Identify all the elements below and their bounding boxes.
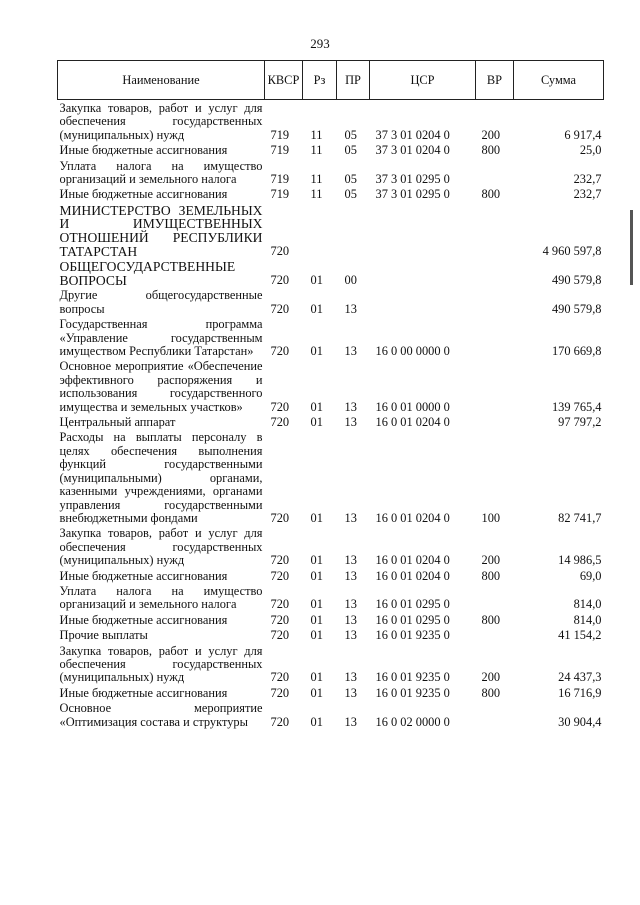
cell-vr: 200 [481,127,501,142]
cell-sum: 41 154,2 [558,628,602,643]
cell-sum: 814,0 [573,612,602,627]
cell-vr: 800 [481,143,501,158]
budget-table-container [57,60,603,729]
cell-csr: 16 0 01 9235 0 [375,628,450,643]
cell-vr: 200 [481,553,501,568]
cell-name: Закупка товаров, работ и услуг для обеспечения государственных (муниципальных) нужд [59,101,263,142]
cell-pr: 13 [344,399,357,414]
table-row [58,568,604,583]
scan-edge-mark [630,210,633,285]
cell-kvsr: 719 [270,187,290,202]
cell-kvsr: 720 [270,568,290,583]
cell-sum: 82 741,7 [558,510,602,525]
cell-name: Основное мероприятие «Обеспечение эффективного распоряжения и использования государственного имущества и земельных участков» [59,359,263,414]
cell-csr: 37 3 01 0295 0 [375,172,450,187]
cell-vr [476,700,514,729]
header-vr: ВР [476,61,514,100]
header-rz: Рз [303,61,337,100]
cell-rz: 01 [310,301,323,316]
cell-csr: 16 0 01 0295 0 [375,597,450,612]
cell-sum: 25,0 [579,143,602,158]
cell-sum: 490 579,8 [551,301,602,316]
table-row [58,700,604,729]
table-row [58,685,604,700]
cell-kvsr: 720 [270,399,290,414]
cell-kvsr: 720 [270,612,290,627]
cell-vr: 200 [481,670,501,685]
cell-sum: 139 765,4 [551,399,602,414]
cell-pr: 13 [344,714,357,729]
cell-pr: 05 [344,172,357,187]
cell-name: Иные бюджетные ассигнования [59,568,228,583]
cell-csr: 16 0 01 0204 0 [375,568,450,583]
cell-sum: 24 437,3 [558,670,602,685]
cell-pr: 05 [344,127,357,142]
cell-vr [476,258,514,287]
cell-pr: 13 [344,568,357,583]
table-row [58,142,604,157]
header-csr: ЦСР [370,61,476,100]
cell-vr: 100 [481,510,501,525]
cell-pr: 05 [344,187,357,202]
cell-vr [476,287,514,316]
table-row [58,583,604,612]
cell-vr [476,202,514,258]
cell-name: Закупка товаров, работ и услуг для обеспечения государственных (муниципальных) нужд [59,526,263,568]
cell-pr: 13 [344,415,357,430]
cell-pr: 00 [344,273,357,287]
cell-kvsr: 720 [270,670,290,685]
budget-table [57,60,604,729]
cell-rz: 01 [310,685,323,700]
cell-pr: 13 [344,553,357,568]
cell-sum: 6 917,4 [564,127,602,142]
cell-rz: 11 [310,187,323,202]
cell-rz: 01 [310,670,323,685]
cell-pr: 13 [344,612,357,627]
cell-sum: 232,7 [573,172,602,187]
cell-name: Иные бюджетные ассигнования [59,685,228,700]
header-sum: Сумма [514,61,604,100]
cell-name: Центральный аппарат [59,415,176,430]
cell-vr [476,158,514,187]
table-row [58,158,604,187]
table-row [58,258,604,287]
cell-name: Иные бюджетные ассигнования [59,143,228,158]
cell-kvsr: 720 [270,415,290,430]
table-row [58,429,604,525]
cell-kvsr: 720 [270,243,290,258]
header-name: Наименование [58,61,265,100]
cell-kvsr: 720 [270,628,290,643]
cell-csr: 16 0 01 0000 0 [375,399,450,414]
table-row [58,414,604,429]
cell-rz [303,202,337,258]
cell-rz: 11 [310,143,323,158]
cell-sum: 16 716,9 [558,685,602,700]
cell-csr: 16 0 01 9235 0 [375,685,450,700]
cell-vr [476,627,514,642]
cell-name: Государственная программа «Управление государственным имуществом Республики Татарстан» [59,317,263,359]
cell-sum: 232,7 [573,187,602,202]
cell-sum: 490 579,8 [551,273,602,287]
header-pr: ПР [337,61,370,100]
cell-rz: 01 [310,628,323,643]
cell-csr: 16 0 01 0204 0 [375,553,450,568]
cell-rz: 01 [310,344,323,359]
cell-kvsr: 720 [270,344,290,359]
cell-name: Прочие выплаты [59,628,148,643]
cell-name: Расходы на выплаты персоналу в целях обеспечения выполнения функций государственными (муниципальными) органами, казенными учреждениями, органами управления государственными внебюджетными фондами [59,430,263,525]
cell-csr: 16 0 00 0000 0 [375,344,450,359]
cell-csr: 16 0 02 0000 0 [375,714,450,729]
cell-pr: 13 [344,301,357,316]
cell-rz: 01 [310,597,323,612]
cell-kvsr: 720 [270,301,290,316]
cell-kvsr: 720 [270,273,290,287]
cell-rz: 01 [310,612,323,627]
cell-kvsr: 720 [270,553,290,568]
table-row [58,358,604,414]
cell-name: Другие общегосударственные вопросы [59,288,263,316]
cell-csr: 37 3 01 0204 0 [375,127,450,142]
table-header [58,61,604,100]
cell-csr [370,287,476,316]
table-row [58,316,604,358]
cell-csr: 16 0 01 0204 0 [375,510,450,525]
cell-name: Уплата налога на имущество организаций и земельного налога [59,583,263,612]
cell-rz: 01 [310,415,323,430]
cell-kvsr: 719 [270,172,290,187]
header-kvsr: КВСР [265,61,303,100]
table-row [58,186,604,201]
cell-vr: 800 [481,187,501,202]
table-row [58,525,604,567]
cell-vr [476,583,514,612]
cell-sum: 97 797,2 [558,415,602,430]
cell-rz: 01 [310,510,323,525]
table-body [58,100,604,730]
cell-pr: 13 [344,628,357,643]
cell-csr: 37 3 01 0295 0 [375,187,450,202]
cell-vr: 800 [481,612,501,627]
cell-pr: 13 [344,685,357,700]
table-row [58,627,604,642]
cell-vr [476,414,514,429]
cell-pr: 13 [344,670,357,685]
cell-name: ОБЩЕГОСУДАРСТВЕННЫЕ ВОПРОСЫ [59,259,236,288]
cell-vr: 800 [481,568,501,583]
cell-name: МИНИСТЕРСТВО ЗЕМЕЛЬНЫХ И ИМУЩЕСТВЕННЫХ ОТНОШЕНИЙ РЕСПУБЛИКИ ТАТАРСТАН [59,202,263,259]
cell-kvsr: 720 [270,714,290,729]
cell-pr: 05 [344,143,357,158]
cell-csr: 16 0 01 0204 0 [375,415,450,430]
table-row [58,643,604,685]
cell-rz: 01 [310,553,323,568]
cell-rz: 11 [310,127,323,142]
cell-csr: 16 0 01 9235 0 [375,670,450,685]
cell-sum: 814,0 [573,597,602,612]
cell-csr [370,258,476,287]
cell-sum: 14 986,5 [558,553,602,568]
cell-csr: 37 3 01 0204 0 [375,143,450,158]
page-number: 293 [310,36,330,51]
cell-csr: 16 0 01 0295 0 [375,612,450,627]
cell-sum: 69,0 [579,568,602,583]
cell-rz: 01 [310,273,323,287]
cell-name: Основное мероприятие «Оптимизация состава и структуры [59,701,263,729]
cell-pr: 13 [344,344,357,359]
table-row [58,202,604,258]
cell-kvsr: 720 [270,510,290,525]
cell-rz: 01 [310,714,323,729]
cell-name: Иные бюджетные ассигнования [59,187,228,202]
cell-name: Закупка товаров, работ и услуг для обеспечения государственных (муниципальных) нужд [59,643,263,685]
cell-rz: 01 [310,399,323,414]
cell-kvsr: 719 [270,143,290,158]
cell-rz: 11 [310,172,323,187]
cell-rz: 01 [310,568,323,583]
cell-pr: 13 [344,510,357,525]
cell-kvsr: 720 [270,597,290,612]
cell-pr: 13 [344,597,357,612]
cell-vr [476,358,514,414]
cell-sum: 4 960 597,8 [542,243,602,258]
cell-pr [337,202,370,258]
table-row [58,100,604,143]
cell-sum: 30 904,4 [558,714,602,729]
cell-vr: 800 [481,685,501,700]
cell-name: Уплата налога на имущество организаций и земельного налога [59,158,263,187]
cell-vr [476,316,514,358]
cell-csr [370,202,476,258]
cell-sum: 170 669,8 [551,344,602,359]
table-row [58,612,604,627]
cell-name: Иные бюджетные ассигнования [59,612,228,627]
cell-kvsr: 720 [270,685,290,700]
cell-kvsr: 719 [270,127,290,142]
table-row [58,287,604,316]
